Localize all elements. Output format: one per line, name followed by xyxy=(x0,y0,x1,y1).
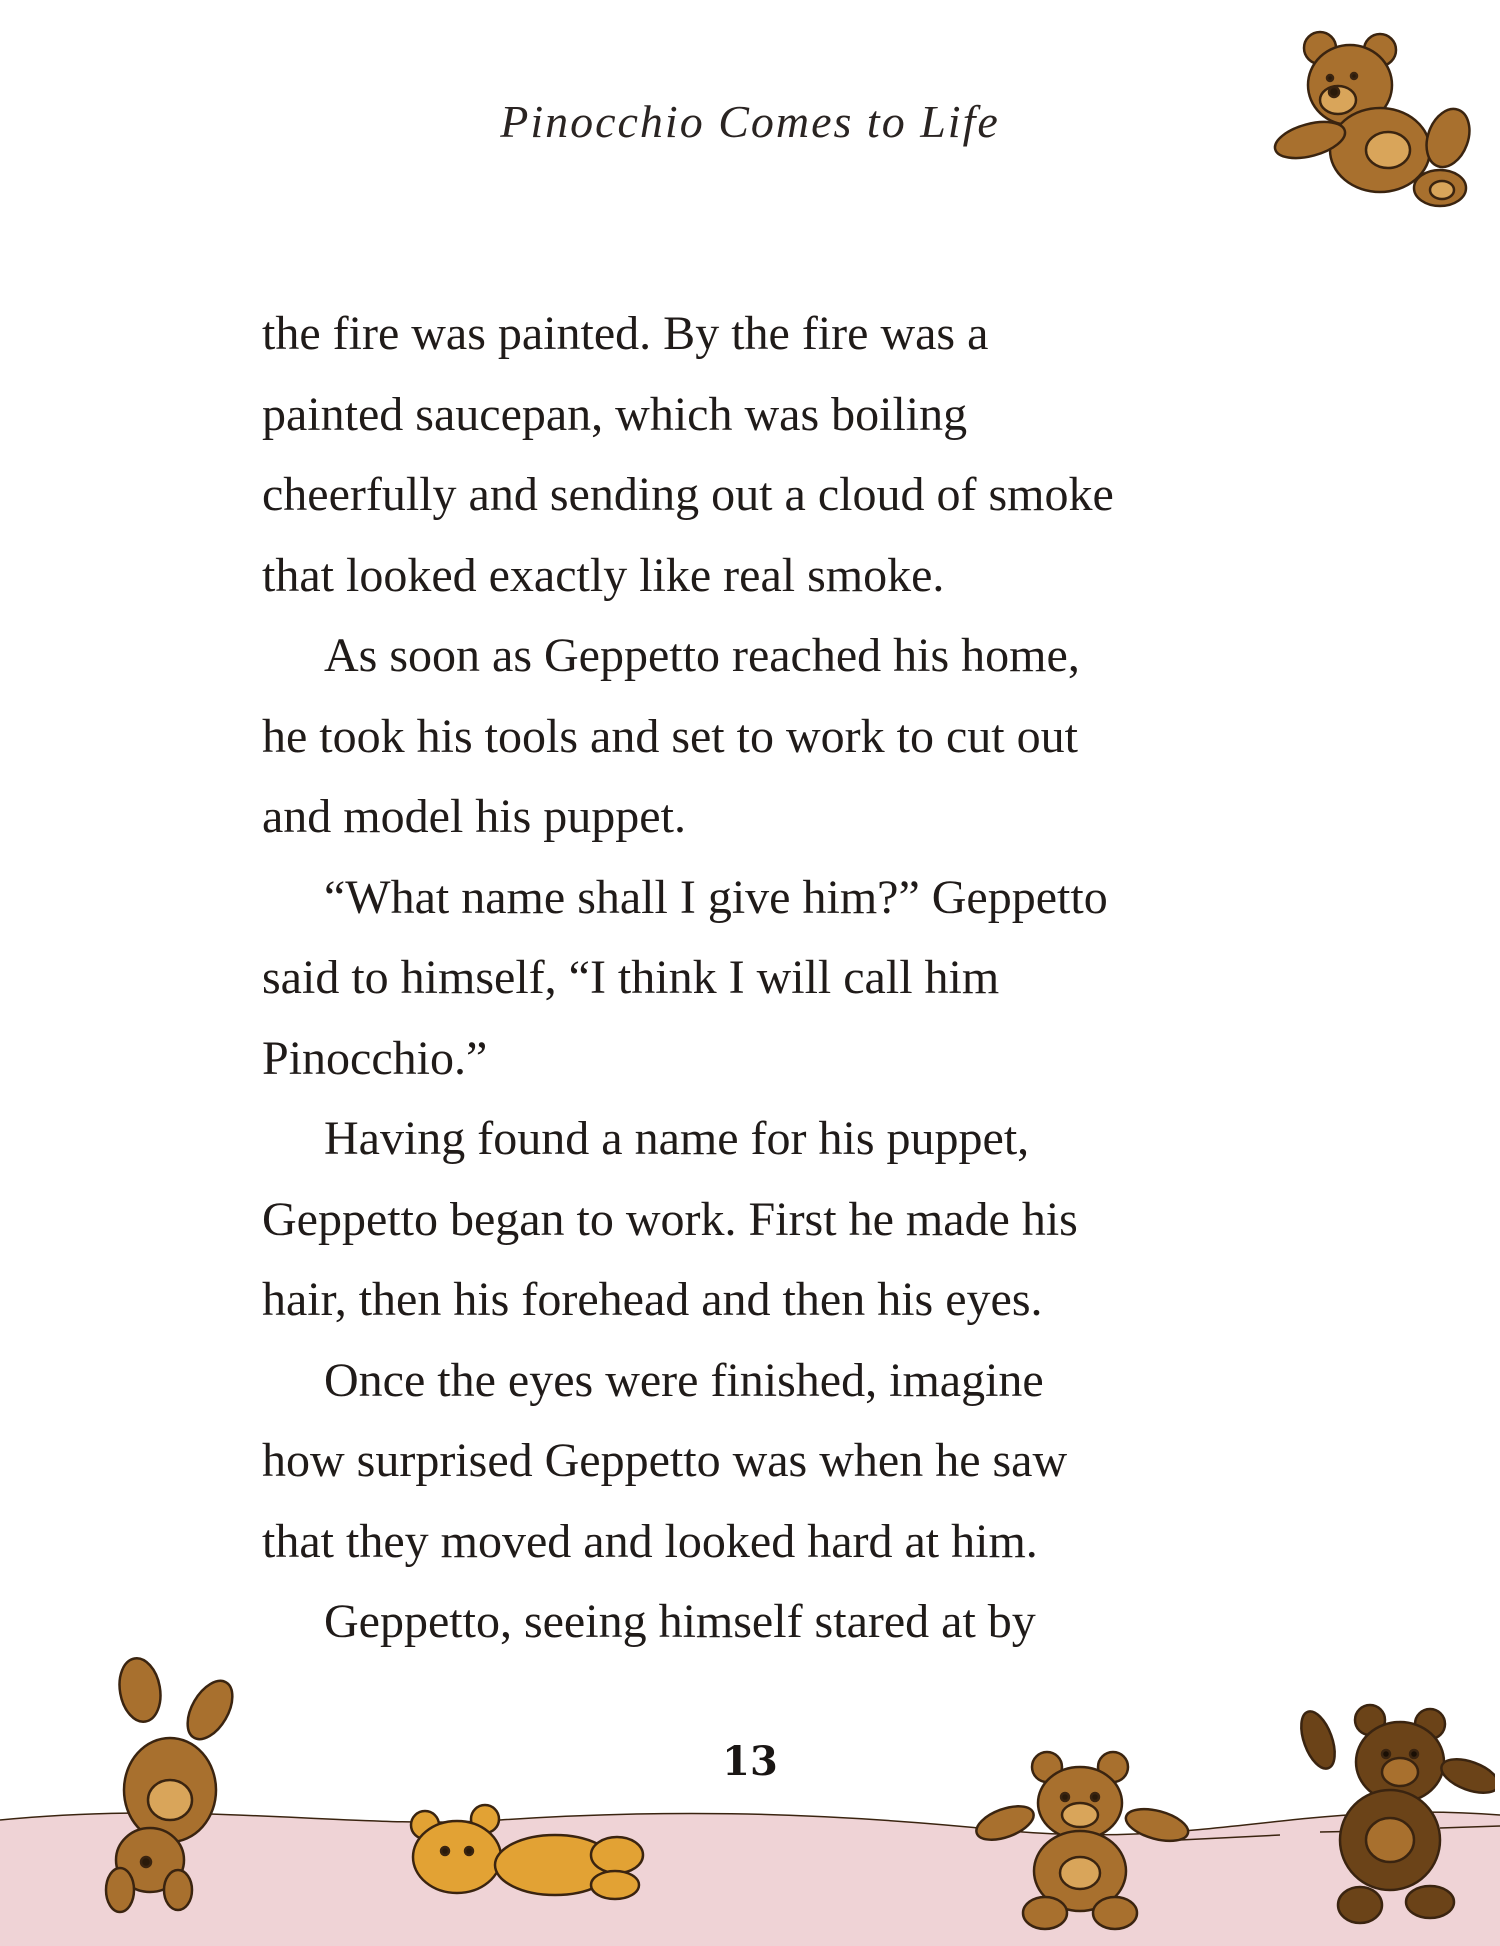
text-line: cheerfully and sending out a cloud of smoke xyxy=(262,468,1114,521)
story-text xyxy=(262,294,1282,1663)
text-line: Having found a name for his puppet, xyxy=(324,1112,1030,1165)
running-title: Pinocchio Comes to Life xyxy=(500,96,1000,147)
text-line: the fire was painted. By the fire was a xyxy=(262,307,989,360)
text-line: Pinocchio.” xyxy=(262,1031,488,1085)
text-line: that they moved and looked hard at him. xyxy=(262,1514,1038,1568)
page-number: 13 xyxy=(722,1738,778,1785)
bear-lying-illustration xyxy=(395,1795,655,1905)
text-line: Once the eyes were finished, imagine xyxy=(324,1353,1044,1407)
text-line: Geppetto began to work. First he made his xyxy=(262,1192,1078,1246)
text-line: how surprised Geppetto was when he saw xyxy=(262,1434,1068,1487)
text-line: that looked exactly like real smoke. xyxy=(262,548,945,602)
text-line: painted saucepan, which was boiling xyxy=(262,387,968,441)
text-line: Geppetto, seeing himself stared at by xyxy=(324,1595,1036,1648)
text-line: hair, then his forehead and then his eyes. xyxy=(262,1273,1043,1326)
text-line: said to himself, “I think I will call him xyxy=(262,951,1000,1004)
bear-waving-illustration xyxy=(975,1745,1205,1935)
text-line: “What name shall I give him?” Geppetto xyxy=(324,870,1108,924)
bear-jumping-illustration xyxy=(1290,1690,1495,1940)
text-line: he took his tools and set to work to cut out xyxy=(262,709,1078,763)
bear-sitting-illustration xyxy=(1250,20,1490,210)
bear-handstand-illustration xyxy=(60,1650,260,1920)
text-line: and model his puppet. xyxy=(262,790,686,843)
text-line: As soon as Geppetto reached his home, xyxy=(324,629,1080,682)
